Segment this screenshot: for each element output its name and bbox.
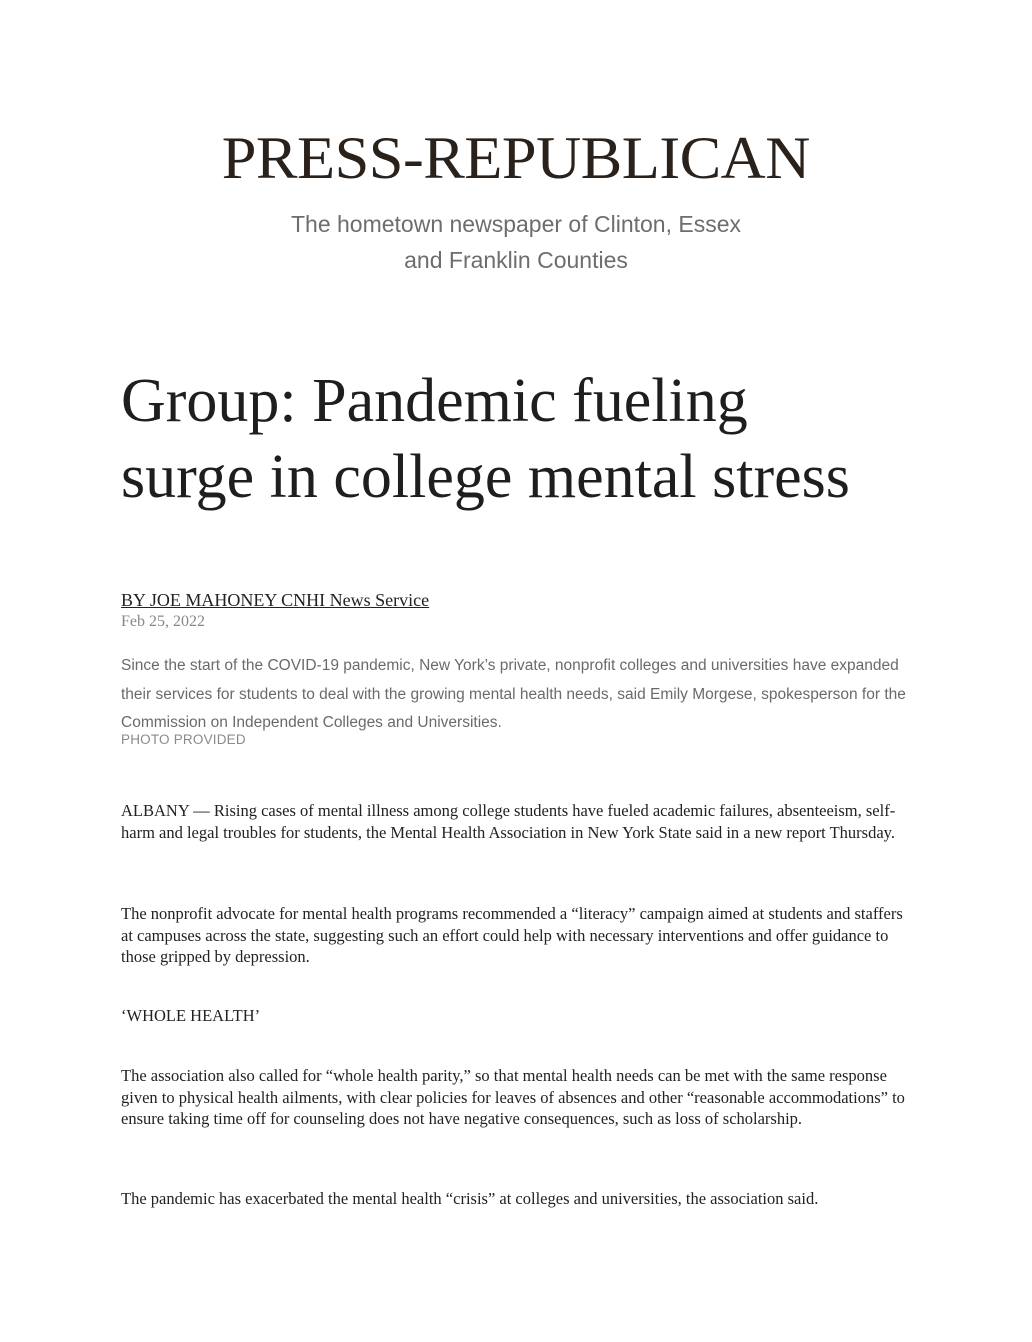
article-paragraph: The association also called for “whole health parity,” so that mental health needs can be met with the same response given to physical health ailments, with clear policies for leaves of absences and other “reasonable accommodations” to ensure taking time off for counseling does not have negative consequences, such as loss of scholarship. [121,1066,905,1128]
photo-credit: PHOTO PROVIDED [121,732,246,747]
article-byline[interactable]: BY JOE MAHONEY CNHI News Service [121,590,430,610]
masthead-title: PRESS-REPUBLICAN [221,125,811,191]
article-paragraph: The nonprofit advocate for mental health programs recommended a “literacy” campaign aimed at students and staffers at campuses across the state, suggesting such an effort could help with necessary interventions and offer guidance to those gripped by depression. [121,904,903,966]
article-paragraph: ALBANY — Rising cases of mental illness among college students have fueled academic failures, absenteeism, self-harm and legal troubles for students, the Mental Health Association in New York State said in a new report Thursday. [121,801,896,842]
headline-line1: Group: Pandemic fueling [121,367,748,435]
headline-line2: surge in college mental stress [121,443,850,511]
masthead-tagline-line2: and Franklin Counties [404,247,628,273]
article-headline [121,363,941,515]
article-paragraph: The pandemic has exacerbated the mental health “crisis” at colleges and universities, the association said. [121,1189,819,1208]
masthead [0,125,1032,191]
article-date: Feb 25, 2022 [121,613,205,630]
photo-caption: Since the start of the COVID-19 pandemic, New York’s private, nonprofit colleges and universities have expanded their services for students to deal with the growing mental health needs, said Emily Morgese, spokesperson for the Commission on Independent Colleges and Universities. [121,657,906,731]
masthead-tagline-line1: The hometown newspaper of Clinton, Essex [290,211,742,237]
section-subhead: ‘WHOLE HEALTH’ [121,1006,261,1025]
